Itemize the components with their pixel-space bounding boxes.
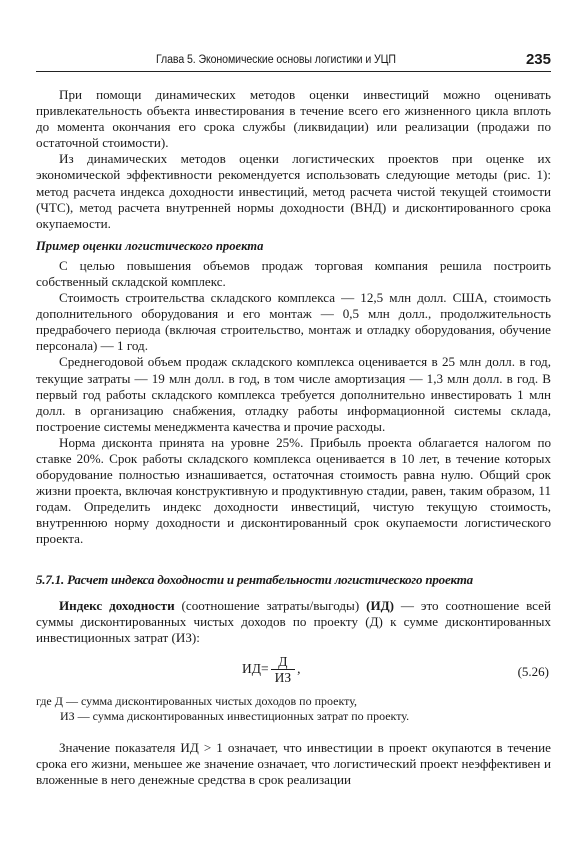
section-title: 5.7.1. Расчет индекса доходности и рентабельности логистического проекта: [36, 571, 473, 587]
paragraph: С целью повышения объемов продаж торговая компания решила построить собственный складской комплекс.: [36, 257, 551, 289]
definition-line: где Д — сумма дисконтированных чистых доходов по проекту,: [36, 693, 358, 708]
formula-equals: =: [260, 661, 269, 677]
definition-text: — это соотношение всей суммы дисконтированных чистых доходов по проекту (Д) к сумме дисконтированных инвестиционных затрат (ИЗ):: [36, 597, 551, 645]
term-index: Индекс доходности: [59, 597, 175, 613]
formula-denominator: ИЗ: [274, 669, 292, 685]
formula-definitions: [36, 694, 551, 724]
example-heading: Пример оценки логистического проекта: [36, 238, 264, 253]
paragraph: Стоимость строительства складского комплекса — 12,5 млн долл. США, стоимость дополнительного оборудования и его монтаж — 0,5 млн долл., продолжительность предрабочего периода (включая строительство, монтаж и отладку оборудования, обучение персонала) — 1 год.: [36, 290, 551, 354]
header-rule: [36, 71, 551, 72]
formula-comma: ,: [297, 661, 301, 677]
formula-numerator: Д: [278, 653, 288, 669]
paragraph: Значение показателя ИД > 1 означает, что инвестиции в проект окупаются в течение срока его жизни, меньшее же значение означает, что логистический проект неэффективен и вложенные в него денежные средства в срок реализации: [36, 739, 551, 787]
formula: [242, 654, 300, 685]
paragraph: Из динамических методов оценки логистических проектов при оценке их экономической эффективности рекомендуется использовать следующие методы (рис. 1): метод расчета индекса доходности инвестиций, метод расчета чистой текущей стоимости (ЧТС), метод расчета внутренней нормы доходности (ВНД) и дисконтированного срока окупаемости.: [36, 151, 551, 231]
term-abbr: (ИД): [366, 597, 395, 613]
page-body: [36, 87, 551, 788]
definition-paragraph: [36, 598, 551, 646]
running-head: Глава 5. Экономические основы логистики и УЦП: [156, 54, 396, 66]
formula-block: [36, 650, 551, 694]
equation-number: (5.26): [517, 663, 549, 679]
page-header: [36, 52, 551, 74]
paragraph: Норма дисконта принята на уровне 25%. Прибыль проекта облагается налогом по ставке 20%. Срок работы складского комплекса оценивается в 10 лет, в течение которых оборудование полностью изнашивается, остаточная стоимость равна нулю. Общий срок жизни проекта, включая конструктивную и продуктивную стадии, равен, таким образом, 11 годам. Определить индекс доходности инвестиций, чистую текущую стоимость, внутреннюю норму доходности и дисконтированный срок окупаемости логистического проекта.: [36, 434, 551, 547]
formula-lhs: ИД: [242, 661, 261, 677]
paragraph: При помощи динамических методов оценки инвестиций можно оценивать привлекательность объекта инвестирования в течение всего его жизненного цикла вплоть до момента окончания его срока службы (ликвидации) или реализации (продажи по остаточной стоимости).: [36, 87, 551, 151]
formula-fraction: [271, 654, 296, 685]
page-number: 235: [525, 51, 551, 68]
definition-line: ИЗ — сумма дисконтированных инвестиционных затрат по проекту.: [60, 708, 410, 723]
paragraph: Среднегодовой объем продаж складского комплекса оценивается в 25 млн долл. в год, текущие затраты — 19 млн долл. в год, в том числе амортизация — 1,3 млн долл. в год. В первый год работы складского комплекса требуется дополнительно инвестировать 1 млн долл. в организацию снабжения, отладку работы информационной системы склада, построение системы менеджмента качества и прочие расходы.: [36, 354, 551, 434]
term-note: (соотношение затраты/выгоды): [174, 597, 367, 613]
